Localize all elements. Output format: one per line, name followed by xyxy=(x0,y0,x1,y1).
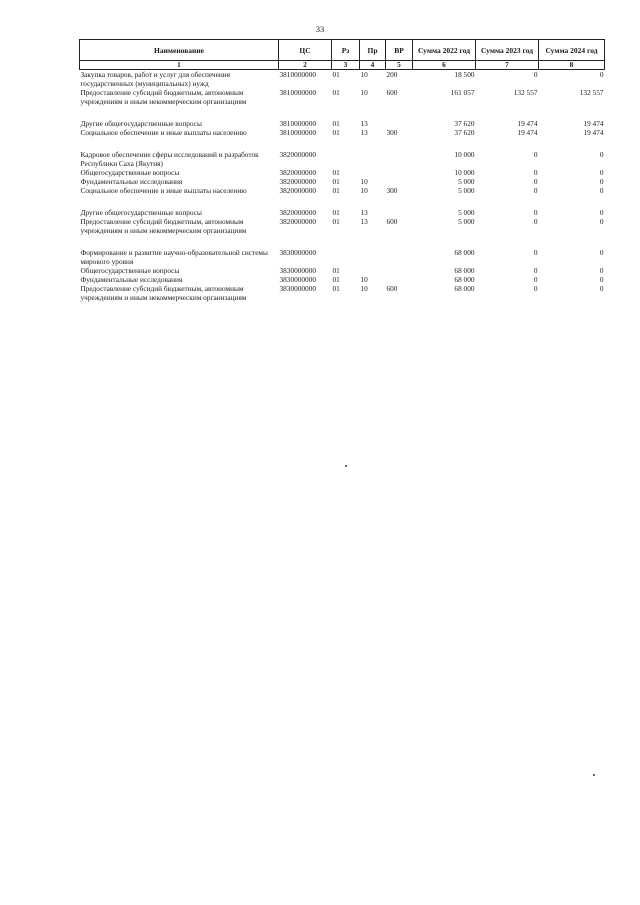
row-sum-2023: 0 xyxy=(533,150,538,159)
row-sum-2023: 0 xyxy=(533,217,538,226)
row-pr: 10 xyxy=(360,70,368,79)
header-sum-2023: Сумма 2023 год xyxy=(476,40,539,61)
row-rz: 01 xyxy=(332,119,340,128)
header-sum-2022: Сумма 2022 год xyxy=(413,40,476,61)
row-pr xyxy=(360,248,386,266)
table-row xyxy=(80,70,605,89)
table-row xyxy=(80,177,605,186)
row-sum-2024: 0 xyxy=(599,284,604,293)
row-name: Общегосударственные вопросы xyxy=(80,266,180,275)
row-sum-2024: 0 xyxy=(599,186,604,195)
row-rz: 01 xyxy=(332,70,340,79)
row-cs: 3820000000 xyxy=(279,217,316,226)
row-sum-2023: 0 xyxy=(533,186,538,195)
row-cs: 3820000000 xyxy=(279,150,316,159)
header-sum-2024: Сумма 2024 год xyxy=(539,40,605,61)
row-pr: 10 xyxy=(360,275,368,284)
column-number: 7 xyxy=(476,61,539,70)
row-sum-2024: 0 xyxy=(599,70,604,79)
header-pr: Пр xyxy=(360,40,386,61)
row-pr: 10 xyxy=(360,88,368,97)
row-vr xyxy=(386,248,413,266)
row-sum-2022: 37 620 xyxy=(454,119,475,128)
table-row xyxy=(80,119,605,128)
row-name: Предоставление субсидий бюджетным, автономным учреждениям и иным некоммерческим организациям xyxy=(80,217,247,235)
row-rz: 01 xyxy=(332,128,340,137)
row-sum-2022: 10 000 xyxy=(454,150,475,159)
row-sum-2023: 19 474 xyxy=(517,128,538,137)
row-name: Социальное обеспечение и иные выплаты населению xyxy=(80,186,247,195)
row-sum-2022: 5 000 xyxy=(458,186,475,195)
table-row xyxy=(80,217,605,235)
spacer-cell xyxy=(80,235,605,248)
row-rz: 01 xyxy=(332,177,340,186)
row-sum-2023: 132 557 xyxy=(513,88,538,97)
row-rz: 01 xyxy=(332,168,340,177)
row-sum-2022: 5 000 xyxy=(458,217,475,226)
row-pr: 13 xyxy=(360,208,368,217)
table-row xyxy=(80,150,605,168)
row-sum-2024: 0 xyxy=(599,266,604,275)
row-sum-2022: 5 000 xyxy=(458,208,475,217)
row-sum-2023: 0 xyxy=(533,177,538,186)
row-cs: 3820000000 xyxy=(279,186,316,195)
row-sum-2023: 0 xyxy=(533,248,538,257)
row-cs: 3810000000 xyxy=(279,119,316,128)
row-rz: 01 xyxy=(332,88,340,97)
row-cs: 3810000000 xyxy=(279,88,316,97)
row-cs: 3830000000 xyxy=(279,284,316,293)
row-cs: 3810000000 xyxy=(279,70,316,79)
row-vr xyxy=(386,208,413,217)
row-vr xyxy=(386,275,413,284)
row-sum-2024: 0 xyxy=(599,275,604,284)
header-cs: ЦС xyxy=(279,40,332,61)
row-name: Другие общегосударственные вопросы xyxy=(80,119,202,128)
scan-speck xyxy=(593,774,595,776)
row-cs: 3820000000 xyxy=(279,168,316,177)
row-vr: 600 xyxy=(386,88,398,97)
row-sum-2022: 68 000 xyxy=(454,275,475,284)
row-rz: 01 xyxy=(332,208,340,217)
row-vr: 200 xyxy=(386,70,398,79)
row-cs: 3830000000 xyxy=(279,266,316,275)
row-sum-2023: 19 474 xyxy=(517,119,538,128)
row-sum-2022: 18 500 xyxy=(454,70,475,79)
row-sum-2024: 0 xyxy=(599,168,604,177)
row-name: Другие общегосударственные вопросы xyxy=(80,208,202,217)
row-sum-2023: 0 xyxy=(533,168,538,177)
row-vr xyxy=(386,119,413,128)
row-vr xyxy=(386,177,413,186)
row-pr: 10 xyxy=(360,177,368,186)
scan-speck xyxy=(345,465,347,467)
spacer-cell xyxy=(80,106,605,119)
row-sum-2023: 0 xyxy=(533,284,538,293)
row-sum-2024: 0 xyxy=(599,208,604,217)
row-sum-2023: 0 xyxy=(533,208,538,217)
page-number: 33 xyxy=(315,24,325,34)
row-sum-2022: 161 057 xyxy=(450,88,475,97)
spacer-cell xyxy=(80,195,605,208)
row-sum-2023: 0 xyxy=(533,266,538,275)
spacer-row xyxy=(80,137,605,150)
row-cs: 3820000000 xyxy=(279,177,316,186)
row-name: Фундаментальные исследования xyxy=(80,177,183,186)
column-number: 8 xyxy=(539,61,605,70)
row-pr xyxy=(360,266,386,275)
row-name: Предоставление субсидий бюджетным, автономным учреждениям и иным некоммерческим организациям xyxy=(80,284,247,302)
row-vr: 300 xyxy=(386,186,398,195)
header-rz: Рз xyxy=(332,40,360,61)
header-vr: ВР xyxy=(386,40,413,61)
column-number: 1 xyxy=(80,61,279,70)
row-sum-2023: 0 xyxy=(533,70,538,79)
row-name: Фундаментальные исследования xyxy=(80,275,183,284)
row-vr: 600 xyxy=(386,217,398,226)
table-row xyxy=(80,275,605,284)
row-pr: 10 xyxy=(360,186,368,195)
row-vr: 600 xyxy=(386,284,398,293)
budget-table xyxy=(79,39,605,302)
column-number: 4 xyxy=(360,61,386,70)
row-cs: 3820000000 xyxy=(279,208,316,217)
column-number: 2 xyxy=(279,61,332,70)
row-vr: 300 xyxy=(386,128,398,137)
row-rz: 01 xyxy=(332,275,340,284)
row-rz xyxy=(332,248,360,266)
table-row xyxy=(80,186,605,195)
row-sum-2022: 68 000 xyxy=(454,284,475,293)
table-row xyxy=(80,168,605,177)
table-row xyxy=(80,284,605,302)
row-sum-2022: 68 000 xyxy=(454,248,475,257)
row-vr xyxy=(386,266,413,275)
row-rz xyxy=(332,150,360,168)
row-sum-2024: 19 474 xyxy=(583,128,604,137)
row-name: Общегосударственные вопросы xyxy=(80,168,180,177)
table-body xyxy=(80,70,605,303)
row-name: Социальное обеспечение и иные выплаты населению xyxy=(80,128,247,137)
table-row xyxy=(80,128,605,137)
row-pr: 13 xyxy=(360,217,368,226)
spacer-row xyxy=(80,106,605,119)
row-pr: 13 xyxy=(360,119,368,128)
row-pr xyxy=(360,168,386,177)
row-sum-2024: 0 xyxy=(599,248,604,257)
row-sum-2024: 0 xyxy=(599,217,604,226)
row-name: Закупка товаров, работ и услуг для обеспечения государственных (муниципальных) нужд xyxy=(80,70,230,88)
spacer-cell xyxy=(80,137,605,150)
table-row xyxy=(80,248,605,266)
row-rz: 01 xyxy=(332,186,340,195)
row-vr xyxy=(386,168,413,177)
row-sum-2023: 0 xyxy=(533,275,538,284)
row-sum-2024: 19 474 xyxy=(583,119,604,128)
row-cs: 3810000000 xyxy=(279,128,316,137)
row-vr xyxy=(386,150,413,168)
table-row xyxy=(80,208,605,217)
row-name: Формирование и развитие научно-образовательной системы мирового уровня xyxy=(80,248,268,266)
header-row xyxy=(80,40,605,61)
row-sum-2024: 0 xyxy=(599,150,604,159)
row-sum-2024: 132 557 xyxy=(579,88,604,97)
table-row xyxy=(80,88,605,106)
row-cs: 3830000000 xyxy=(279,275,316,284)
row-sum-2022: 5 000 xyxy=(458,177,475,186)
row-sum-2022: 10 000 xyxy=(454,168,475,177)
spacer-row xyxy=(80,235,605,248)
column-number-row xyxy=(80,61,605,70)
row-cs: 3830000000 xyxy=(279,248,316,257)
row-sum-2022: 68 000 xyxy=(454,266,475,275)
row-name: Предоставление субсидий бюджетным, автономным учреждениям и иным некоммерческим организациям xyxy=(80,88,247,106)
table-row xyxy=(80,266,605,275)
column-number: 5 xyxy=(386,61,413,70)
row-rz: 01 xyxy=(332,266,340,275)
row-pr xyxy=(360,150,386,168)
row-rz: 01 xyxy=(332,284,340,293)
row-sum-2022: 37 620 xyxy=(454,128,475,137)
column-number: 3 xyxy=(332,61,360,70)
row-rz: 01 xyxy=(332,217,340,226)
row-name: Кадровое обеспечение сферы исследований и разработок Республики Саха (Якутия) xyxy=(80,150,259,168)
header-name: Наименование xyxy=(80,40,279,61)
row-sum-2024: 0 xyxy=(599,177,604,186)
column-number: 6 xyxy=(413,61,476,70)
spacer-row xyxy=(80,195,605,208)
row-pr: 10 xyxy=(360,284,368,293)
row-pr: 13 xyxy=(360,128,368,137)
